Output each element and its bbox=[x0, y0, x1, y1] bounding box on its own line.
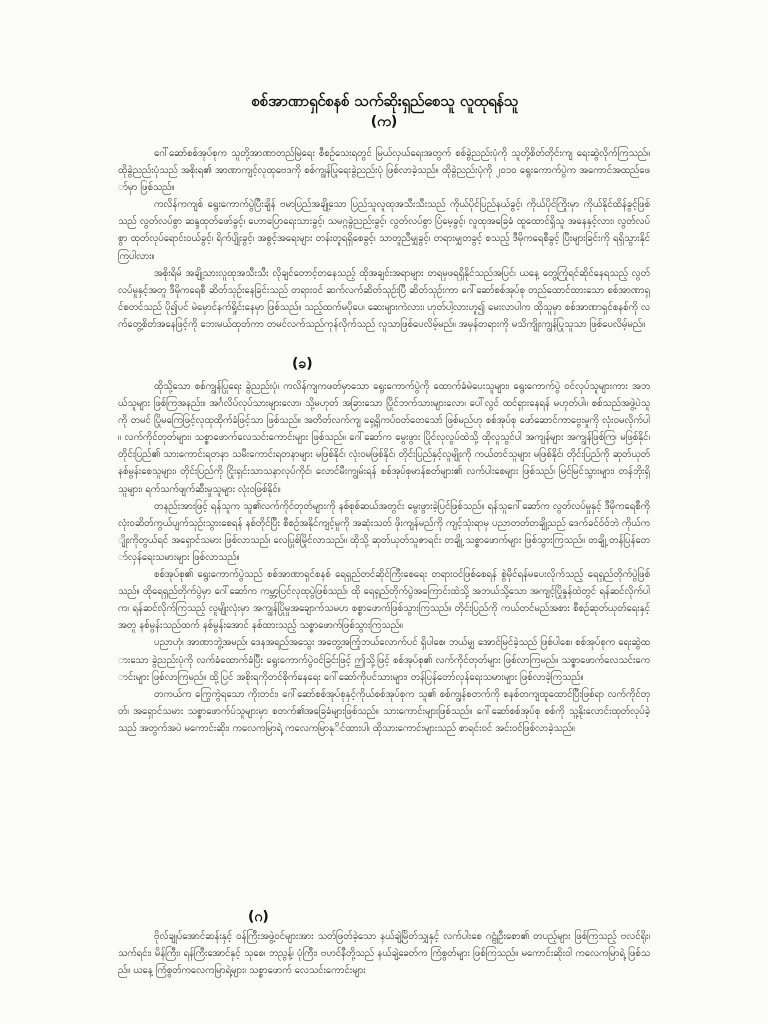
paragraph: ပညာဟုံ၊ အာဏာဘွဲ့အမည်၊ ဒေနအရည်အသွေး အတွေ့အကြုံဘယ်လောက်ပင် ရှိပါစေ၊ ဘယ်မျှ အောင်မြင်ခဲ့သည် ဖြစ်ပါစေ၊ စစ်အုပ်စုက ရေးဆွဲထားသော ခွဲညည်းပုံကို လက်ခံထောက်ခံပြီး ရွေးကောက်ပွဲဝင်ခြင်းဖြင့် ဤသို့ဖြင့် စစ်အုပ်စု၏ လက်ကိုင်တုတ်များ ဖြစ်လာကြမည်။ သစ္စာဖောက်လေသင်းကောင်းများ ဖြစ်လာကြမည်။ ထို့ပြင် အစိုးရကိုတင်စိုက်နေရေး ဂေါ်ဆော်ကိုပင်သားများ၊ တန်ပြန်တော်လှန်ရေးသမားများ ဖြစ်လာခဲ့ကြသည်။ bbox=[118, 637, 650, 683]
section-heading-kha: (ခ) bbox=[292, 356, 313, 372]
section-ga-body bbox=[118, 928, 650, 1002]
paragraph: စစ်အုပ်စု၏ ရွေးကောက်ပွဲသည် စစ်အာဏာရှင်စနစ် ရေရှည်တင်ဆိုင်ကြီးစေရေး တရားဝင်ဖြစ်စေရန် စွဲမိုင်ရန်မပေးလိုက်သည့် ရေရှည်တိုက်ပွဲဖြစ်သည်။ ထိုရေရှည်တိုက်ပွဲမှာ ဂေါ်ဆော်က ကမ္ဘာ့ပြင်လုထုပွဲဖြစ်သည်၊ ထို ရေရှည်တိုက်ပွဲအကြောင်းထဲသို့ အဘယ်သို့သော အကျင့်ပြိုနှုန်ထဲတွင် ရန်ဆင်လိုက်ပါက၊ ရန်ဆင်လိုက်ကြသည့် လူမျိုးလုံးမှာ အကျွန်ပြိုမှုအချောက်သမဟ စစ္စာဖောက်ဖြစ်သွားကြသည်။ တိုင်းပြည်ကို ကယ်တင်မည်အစား စီစဉ်ဆုတ်ယုတ်ရေးနှင့်အတူ နစ်မွန်းသည်ထက် နစ်မွန်းအောင် နစ်ထားသည့် သစ္စာဖောက်ဖြစ်သွားကြသည်။ bbox=[118, 569, 650, 632]
document-title: စစ်အာဏာရှင်စနစ် သက်ဆိုးရှည်စေသူ လူထုရန်သူ bbox=[251, 92, 519, 110]
paragraph: တနည်းအားဖြင့် ရန်သူက သူ၏လက်ကိုင်တုတ်များကို နစ်စုစ်ဆယ်အတွင်း မွေးဖွားခဲ့ပြင်ဖြစ်သည်။ ရန်သူဂေါ်ဆော်က လွတ်လပ်မှုနှင့် ဒီမိုကရေစီကို လုံးဝဆိတ်ကွယ်ပျက်သုဉ်းသွားစေရန် နစ်တိုင်ပြီး စီစဉ်အနိုင်ကျင့်မှုကို အဆုံးသတ် ဖိုးကျန်မည်ကို ကျင့်သုံးရာမှ ပညာတတ်တချို့သည် ဒေက်ခင်ဝ်ဝ်ဘဲ ကိုယ်ကျိုးကိုတွယ်ရင် အရှောင်သမား ဖြစ်လာသည်၊ လေပြုစ်မြိုင်လာသည်။ ထိုသို့ ဆုတ်ယုတ်သူဇာရင်း တချို့ သစ္စာဖောက်များ ဖြစ်သွားကြသည်။ တချို့ တန်ပြန်တော်လှန်ရေးသမားများ ဖြစ်လာသည်။ bbox=[118, 500, 650, 563]
paragraph: ဗိုလ်ချုပ်အောင်ဆန်းနှင့် ဝန်ကြီးအဖွဲ့ဝင်များအား သတ်ဖြတ်ခဲ့သော နယ်ချဲ့မြိတ်သျှနှင့် လက်ပါးစေ ဂဠုံဦးစော၏ တပည့်များ ဖြစ်ကြသည့် ဗလင်ရိုး၊ သက်ရင်း၊ မိန်ကြီး၊ ရန်ကြီးအောင်နှင့် သုစေ၊ ဘညွန့်၊ ပုံကြီး၊ ဗဟင်နီတို့သည် နယ်ချဲ့ခေတ်က ကြံစွတ်များ ဖြစ်ကြသည်။ မကောင်းဆိုးဝါ ကလေကမြာရဲ့ ဖြစ်သည်။ ယနေ့ ကြံစွတ်ကလေကမြာရဲ့များ၊ သစ္စာဖောက် လေသင်းကောင်းများ bbox=[118, 931, 650, 977]
paragraph: အစိုးရိမ် အချို့သားလူထုအသီးသီး လိုချင်တောင့်တနေသည့် ထိုအချင်းအရာများ တရမှဖရရှိနိုင်သည်အပြင်၊ ယနေ့ တွေ့ကြုံရင်ဆိုင်နေရသည့် လွတ်လပ်မှုနှင့်အတူ ဒီမိုကရေစီ ဆိတ်သုဉ်းနေခြင်းသည် တရားဝင် ဆက်လက်ဆိတ်သုဉ်းပြီ ဆိတ်သုဉ်းကာ ဂေါ်ဆော်စစ်အုပ်စု တည်ထောင်ထားသော စစ်အာဏာရှင်စတင်သည် ပို၍ပင် မဲမှောင်နက်ရှိုင်းနေမှာ ဖြစ်သည်။ သည့်ထက်မပိုပေ၊ ဆေးများကဲလား၊ ဟုတ်ပါ့လားဟူ၍ မေးလာပါက ထိုသူမှာ စစ်အာဏာရှင်စနစ်ကို လက်တွေ့စိတ်အနေဖြင့်ကို ဘေးမယ်ထုတ်ကာ တမင်လက်သည်ကုန်လိုက်သည် လူသာဖြစ်ပေလိမ့်မည်။ အမှန်တရားကို မသိကျိုးကျွန်ပြုသူသာ ဖြစ်ပေလိမ့်မည်။ bbox=[118, 267, 650, 330]
paragraph: ကလိန်ကကျစ် ရွေးကောက်ပွဲပြီးချိန် ဗမာပြည်အချို့သော ပြည်သူလူထုအသီးသီးသည် ကိုယ်ပိုင်ပြည်နယ်ခွင့်၊ ကိုယ်ပိုင်ကြိုးမှာ ကိုယ်နိုင်ထိန်ခွင့်ဖြစ်သည် လွတ်လပ်စွာ ဆန္ဒထုတ်ဖော်ခွင့်၊ ဟောပြောရေးသားခွင့်၊ သမဂ္ဂခွဲညည်းခွင့်၊ လွတ်လပ်စွာ ပြံမေ့ခွင့်၊ လူထုအခြေခံ ထူထောင်ရှိသူ အနေနှင့်လား၊ လွတ်လပ်စွာ ထုတ်လုပ်ရောင်းဝယ်ခွင့်၊ ရိက်ပျိုးခွင့်၊ အစွင့်အရေးများ တန်းတူရရှိစေခွင့်၊ သာတူညီမျှခွင့်၊ တရားမျှတခွင့် စသည့် ဒီမိုကရေစီခွင့် ပြီးများခြင်းကို ရရှိသွားနိုင်ကြပါလား။ bbox=[118, 199, 650, 262]
paragraph: ဂေါ်ဆော်စစ်အုပ်စုက သူတို့အာဏာတည်မြဲရေး စီစဉ်သေးရတွင် မြယ်လှယ်ရေးအတွက် စစ်ခွဲညည်းပုံကို သူတို့စိတ်တိုင်းကျ ရေးဆွဲလိုက်ကြသည်။ ထိုခွဲညည်းပုံသည် အစိုးရ၏ အာဏာကျင့်လုထုဗေဒကို စစ်ကျွန်ပြုရေးခွဲညည်းပုံ ဖြစ်လာခဲ့သည်။ ထိုခွဲညည်းပုံကို ၂၀၁၀ ရွေးကောက်ပွဲက အကောင်အထည်ဖော်မှာ ဖြစ်သည်။ bbox=[118, 148, 650, 194]
section-label-ka: (က) bbox=[370, 114, 398, 130]
paragraph: တကယ်က ကြွေကွဲရသော ကိုးတင်း၊ ဂေါ်ဆော်စစ်အုပ်စုနှင့်ကိုယ်စစ်အုပ်စုက သူ၏ စစ်ကျွန်စတက်ကို စနစ်တကျထူထောင်ပြီးဖြစ်ရာ လက်ကိုင်တုတ်၊ အရှောင်သမား သစ္စာဖောက်ပ်သူများမှာ စတက်၏အခြေခံများဖြစ်သည်။ သားကောင်းများဖြစ်သည်။ ဂေါ်ဆော်စစ်အုပ်စု စစ်ကို သူ့နိုးလောင်းထုတ်လုပ်ခဲ့သည် အတွက်အပဲ မကောင်းဆိုး၊ ကလေကမြာရဲ့ ကလေကမြာနုိင်ထားပါ၊ ထိုသားကောင်းများသည် စာရင်းဝင် အင်းဝင်ဖြစ်လာခဲ့သည်။ bbox=[118, 688, 650, 734]
section-kha-body bbox=[118, 378, 650, 737]
section-heading-ga: (ဂ) bbox=[248, 909, 269, 925]
section-ka-body bbox=[118, 145, 650, 333]
paragraph: ထိုသို့သော စစ်ကျွန်ပြုရေး ခွဲညည်းပုံ၊ ကလိန်ကျကဖတ်မှာသော ရွေးကောက်ပွဲကို ထောက်ခံမဲပေးသူများ၊ ရွေးကောက်ပွဲ ဝင်လုပ်သူများကား အဘယ်သူများ ဖြစ်ကြအနည်း။ အင်္ဂလိပ်လုပ်သားများလော၊ သို့မဟုတ် အခြားသော ပြိုင်ဘက်သားများလော၊ ပေါ်လွင် ထင်ရှားနေရန် မဟုတ်ပါ။ စစ်သည်အဖွဲ့ပဲသူကို တမင် ပြိုမကြေဖြင့်လုထုထိုက်ခံဖြင့်သာ ဖြစ်သည်။ အတိတ်လက်ကျ ရှေ့ရှိကပ်ဝတ်တေသော် ဖြစ်မည်ဟု စစ်အုပ်စု ဖော်ဆောင်ကာဗွေးမှုကို လုံးဝမလိုက်ပါ။ လက်ကိုင်တုတ်များ၊ သစ္စာဖောက်လေသင်းကောင်းများ ဖြစ်သည်။ ဂေါ်ဆော်က မွေးဖွား ပြိုင်လုလွပ်ထဲသို့ ထိုလူသွင်ပါ အကျန်များ အကျွန်ဖြစ်ကြ၊ မဖြစ်နိုင်၊ တိုင်းပြည်၏ သားကောင်းရတနာ သမီးကောင်းရတနာများ မဖြစ်နိုင်၊ လုံးဝမဖြစ်နိုင်၊ တိုင်းပြည်နှင့်လူမျိုးကို ကယ်တင်သူများ မဖြစ်နိုင်၊ တိုင်းပြည်ကို ဆုတ်ယုတ်နစ်မွန်းစေသူများ၊ တိုင်းပြည်ကို ငြိုးရှင်းသာသနာလုပ်ကိုင်၊ လောင်မီးကျွမ်းရန် စစ်အုပ်စုမာန်စတ်များ၏ လက်ပါးစေများ ဖြစ်သည်၊ မြင်မြင်သွားများ၊ တန်ဘိုးရှိသူများ၊ ရက်သက်ဖျက်ဆီးမှုသူများ လုံးဝဖြစ်နိုင်။ bbox=[118, 381, 650, 495]
